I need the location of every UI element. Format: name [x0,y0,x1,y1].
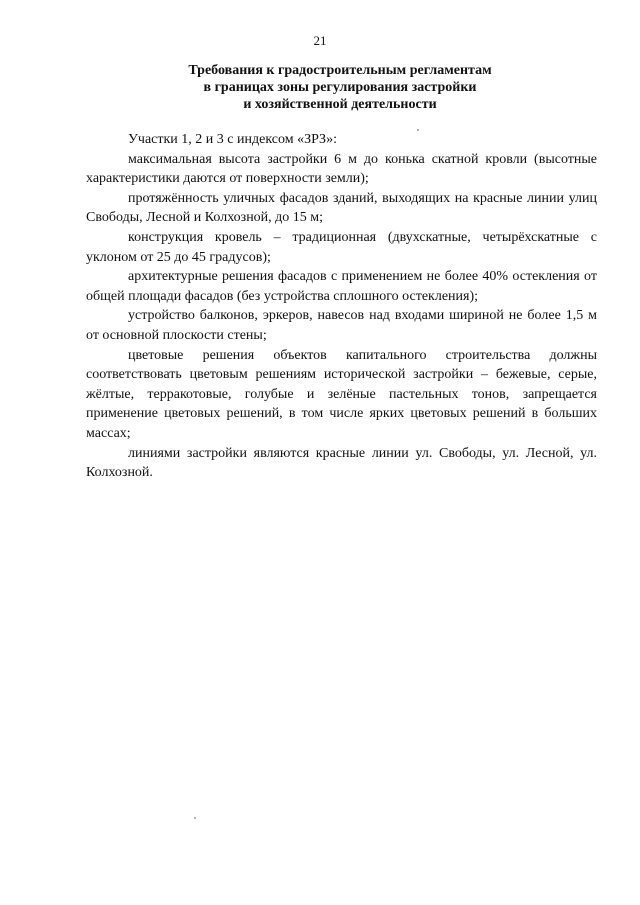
scan-artifact [417,129,419,131]
paragraph-max-height: максимальная высота застройки 6 м до конька скатной кровли (высотные характеристики даются от поверхности земли); [86,151,597,187]
paragraph-plots-intro: Участки 1, 2 и 3 с индексом «ЗРЗ»: [128,132,337,147]
paragraph-building-lines: линиями застройки являются красные линии ул. Свободы, ул. Лесной, ул. Колхозной. [86,445,597,481]
scan-artifact [194,817,196,819]
paragraph-roof-construction: конструкция кровель – традиционная (двухскатные, четырёхскатные с уклоном от 25 до 45 градусов); [86,229,597,265]
heading-line-3: и хозяйственной деятельности [243,97,437,112]
page-number: 21 [313,33,327,48]
document-body [86,130,597,483]
paragraph-balconies: устройство балконов, эркеров, навесов над входами шириной не более 1,5 м от основной плоскости стены; [86,308,597,343]
paragraph-facade-glazing: архитектурные решения фасадов с применением не более 40% остекления от общей площади фасадов (без устройства сплошного остекления); [86,269,597,304]
paragraph-facade-length: протяжённость уличных фасадов зданий, выходящих на красные линии улиц Свободы, Лесной и Колхозной, до 15 м; [86,190,597,226]
document-heading [130,62,550,113]
heading-line-2: в границах зоны регулирования застройки [203,80,477,95]
heading-line-1: Требования к градостроительным регламентам [188,63,492,78]
paragraph-color-solutions: цветовые решения объектов капитального строительства должны соответствовать цветовым решениям исторической застройки – бежевые, серые, жёлтые, терракотовые, голубые и зелёные пастельных тонов, запрещается применение цветовых решений, в том числе ярких цветовых решений в больших массах; [86,347,597,441]
